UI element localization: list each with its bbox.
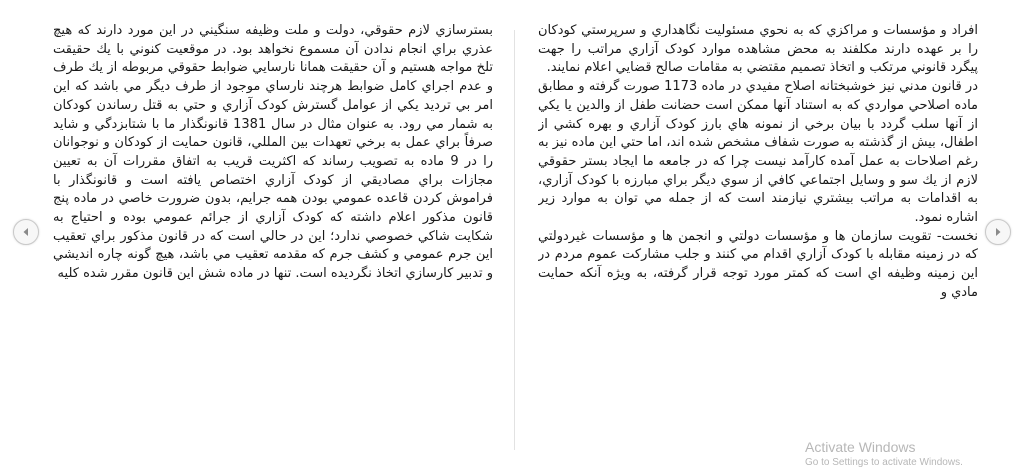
chevron-right-icon [992, 226, 1004, 238]
page-divider [514, 30, 515, 450]
watermark-title: Activate Windows [805, 439, 963, 457]
right-page-paragraph-1: افراد و مؤسسات و مراکزي که به نحوي مسئوليت نگاهداري و سرپرستي کودکان را بر عهده دارند مکلفند به محض مشاهده موارد کودک آزاري مراتب را جهت پيگرد قانوني مرتکب و اتخاذ تصميم مقتضي به مقامات صالح قضايي اعلام نمايند. [538, 22, 978, 78]
right-page-paragraph-2: در قانون مدني نيز خوشبختانه اصلاح مفيدي در ماده 1173 صورت گرفته و مطابق ماده اصلاحي مواردي که به استناد آنها ممکن است حضانت طفل از والدين يا يکي از آنها سلب گردد با بيان برخي از نمونه هاي بارز کودک آزاري و بهره کشي از اطفال، بيش از گذشته به صورت شفاف مشخص شده اند، اما حتي اين ماده نيز به رغم اصلاحات به عمل آمده کارآمد نيست چرا که در جامعه ما ايجاد بستر حقوقي لازم از يك سو و وسايل اجتماعي کافي از سوي ديگر براي مبارزه با کودک آزاري، به اقدامات به مراتب بيشتري نيازمند است که از جمله مي توان به موارد زير اشاره نمود. [538, 78, 978, 228]
left-page-paragraph: بسترسازي لازم حقوقي، دولت و ملت وظيفه سنگيني در اين مورد دارند که هيچ عذري براي انجام ندادن آن مسموع نخواهد بود. در موقعيت کنوني با يك حقيقت تلخ مواجه هستيم و آن حقيقت همانا نارسايي ضوابط حقوقي مربوطه از يك طرف و عدم اجراي کامل ضوابط هرچند نارساي موجود از طرف ديگر مي باشد که اين امر بي ترديد يکي از عوامل گسترش کودک آزاري و حتي به قتل رساندن کودکان به شمار مي رود. به عنوان مثال در سال 1381 قانونگذار ما با شتابزدگي و شايد صرفاً براي عمل به برخي تعهدات بين المللي، قانون حمايت از کودکان و نوجوانان را در 9 ماده به تصويب رساند که اکثريت قريب به اتفاق مقررات آن به تعيين مجازات براي مصاديقي از کودک آزاري اختصاص يافته است و قانونگذار با فراموش کردن قاعده عمومي بودن همه جرايم، بدون ضرورت خاصي در ماده پنج قانون مذکور اعلام داشته که کودک آزاري از جرائم عمومي بوده و احتياج به شکايت شاکي خصوصي ندارد؛ اين در حالي است که در قانون مذکور براي تعقيب اين جرم عمومي و کشف جرم که مقدمه تعقيب مي باشد، هيچ گونه چاره انديشي و تدبير کارسازي اتخاذ نگرديده است. تنها در ماده شش اين قانون مقرر شده کليه [53, 22, 493, 284]
right-page-paragraph-3: نخست- تقويت سازمان ها و مؤسسات دولتي و انجمن ها و مؤسسات غيردولتي که در زمينه مقابله با کودک آزاري اقدام مي کنند و جلب مشارکت عموم مردم در اين زمينه وظيفه اي است که کمتر مورد توجه قرار گرفته، به ويژه آنکه حمايت مادي و [538, 228, 978, 303]
chevron-left-icon [20, 226, 32, 238]
next-page-button[interactable] [985, 219, 1011, 245]
previous-page-button[interactable] [13, 219, 39, 245]
watermark-subtitle: Go to Settings to activate Windows. [805, 457, 963, 469]
activate-windows-watermark [805, 439, 963, 469]
left-page [53, 22, 493, 466]
right-page [538, 22, 978, 466]
